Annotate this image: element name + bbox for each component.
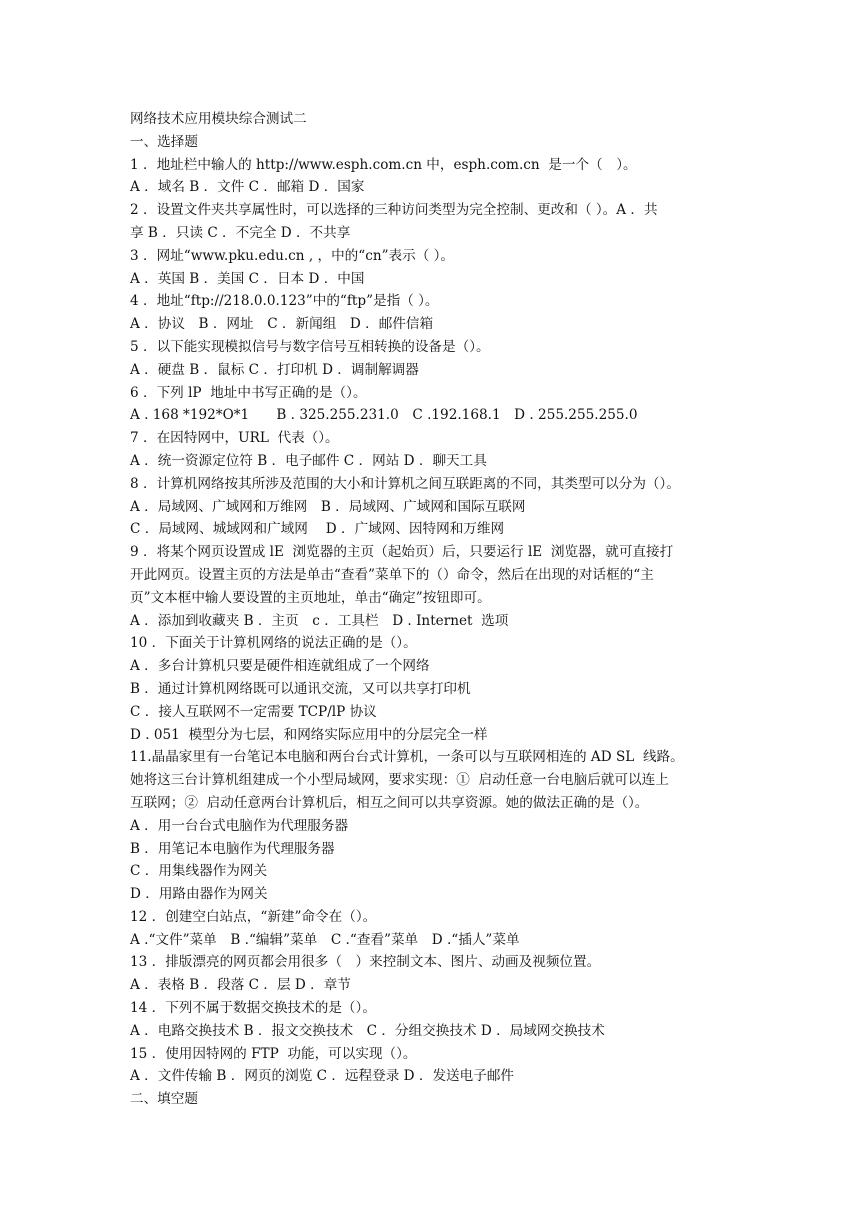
question-line: 15 ．使用因特网的 FTP 功能，可以实现（）。 bbox=[130, 1045, 417, 1062]
question-line: 13 ．排版漂亮的网页都会用很多（ ）来控制文本、图片、动画及视频位置。 bbox=[130, 954, 601, 971]
options-line: A ．多台计算机只要是硬件相连就组成了一个网络 bbox=[130, 658, 430, 675]
options-line: A ．文件传输 B ．网页的浏览 C ．远程登录 D ．发送电子邮件 bbox=[130, 1068, 515, 1085]
section-heading: 二、填空题 bbox=[130, 1091, 198, 1108]
question-line: 页”文本框中输人要设置的主页地址，单击“确定”按钮即可。 bbox=[130, 589, 491, 606]
options-line: A ．表格 B ．段落 C ．层 D ．章节 bbox=[130, 977, 351, 994]
question-line: 她将这三台计算机组建成一个小型局域网，要求实现：① 启动任意一台电脑后就可以连上 bbox=[130, 772, 669, 789]
options-line: A ．硬盘 B ．鼠标 C ．打印机 D ．调制解调器 bbox=[130, 361, 419, 378]
question-line: 11.晶晶家里有一台笔记本电脑和两台台式计算机，一条可以与互联网相连的 AD SL 线路。 bbox=[130, 749, 684, 766]
question-line: 8 ．计算机网络按其所涉及范围的大小和计算机之间互联距离的不同，其类型可以分为（）。 bbox=[130, 475, 680, 492]
document-page bbox=[130, 108, 745, 1111]
question-line: 10 ．下面关于计算机网络的说法正确的是（）。 bbox=[130, 635, 417, 652]
question-line: 5 ．以下能实现模拟信号与数字信号互相转换的设备是（）。 bbox=[130, 338, 490, 355]
options-line: A ．电路交换技术 B ．报文交换技术 C ．分组交换技术 D ．局域网交换技术 bbox=[130, 1022, 605, 1039]
options-line: B ．通过计算机网络既可以通讯交流，又可以共享打印机 bbox=[130, 680, 471, 697]
question-line: 14 ．下列不属于数据交换技术的是（）。 bbox=[130, 1000, 376, 1017]
question-line: 开此网页。设置主页的方法是单击“查看”菜单下的（）命令，然后在出现的对话框的“主 bbox=[130, 566, 654, 583]
options-line: C ．用集线器作为网关 bbox=[130, 863, 268, 880]
question-line: 互联网；② 启动任意两台计算机后，相互之间可以共享资源。她的做法正确的是（）。 bbox=[130, 794, 649, 811]
document-title: 网络技术应用模块综合测试二 bbox=[130, 111, 307, 127]
options-line: D . 051 模型分为七层，和网络实际应用中的分层完全一样 bbox=[130, 726, 488, 743]
question-line: 6 ．下列 lP 地址中书写正确的是（）。 bbox=[130, 384, 367, 401]
question-line: 2 ．设置文件夹共享属性时，可以选择的三种访问类型为完全控制、更改和（ ）。A ．共 bbox=[130, 202, 658, 219]
options-line: C ．接人互联网不一定需要 TCP/lP 协议 bbox=[130, 703, 377, 720]
options-line: A ．英国 B ．美国 C ．日本 D ．中国 bbox=[130, 270, 365, 287]
options-line: A ．域名 B ．文件 C ．邮箱 D ．国家 bbox=[130, 179, 365, 196]
options-line: A ．用一台台式电脑作为代理服务器 bbox=[130, 817, 349, 834]
options-line: A ．局域网、广域网和万维网 B ．局域网、广域网和国际互联网 bbox=[130, 498, 526, 515]
question-line: 9 ．将某个网页设置成 lE 浏览器的主页（起始页）后，只要运行 lE 浏览器，就可直接打 bbox=[130, 544, 674, 561]
section-heading: 一、选择题 bbox=[130, 133, 198, 150]
question-line: 4 ．地址“ftp://218.0.0.123”中的“ftp”是指（ ）。 bbox=[130, 293, 439, 310]
options-line: B ．用笔记本电脑作为代理服务器 bbox=[130, 840, 335, 857]
options-line: A ．添加到收藏夹 B ．主页 c ．工具栏 D . Internet 选项 bbox=[130, 612, 509, 629]
options-line: A . 168 *192*O*1 B . 325.255.231.0 C .192.168.1 D . 255.255.255.0 bbox=[130, 407, 638, 424]
question-line: 7 ．在因特网中，URL 代表（）。 bbox=[130, 430, 339, 447]
options-line: A .“文件”菜单 B .“编辑”菜单 C .“查看”菜单 D .“插人”菜单 bbox=[130, 931, 520, 948]
question-line: 12 ．创建空白站点，“新建”命令在（）。 bbox=[130, 908, 377, 925]
options-line: C ．局域网、城域网和广域网 D ．广域网、因特网和万维网 bbox=[130, 521, 505, 538]
options-line: A ．协议 B ．网址 C ．新闻组 D ．邮件信箱 bbox=[130, 316, 434, 333]
question-line: 1 ．地址栏中输人的 http://www.esph.com.cn 中，esph.com.cn 是一个（ ）。 bbox=[130, 156, 637, 173]
options-line: D ．用路由器作为网关 bbox=[130, 886, 268, 903]
question-line: 3 ．网址“www.pku.edu.cn , ，中的“cn”表示（ ）。 bbox=[130, 247, 455, 264]
options-line: 享 B ．只读 C ．不完全 D ．不共享 bbox=[130, 224, 351, 241]
options-line: A ．统一资源定位符 B ．电子邮件 C ．网站 D ．聊天工具 bbox=[130, 452, 487, 469]
